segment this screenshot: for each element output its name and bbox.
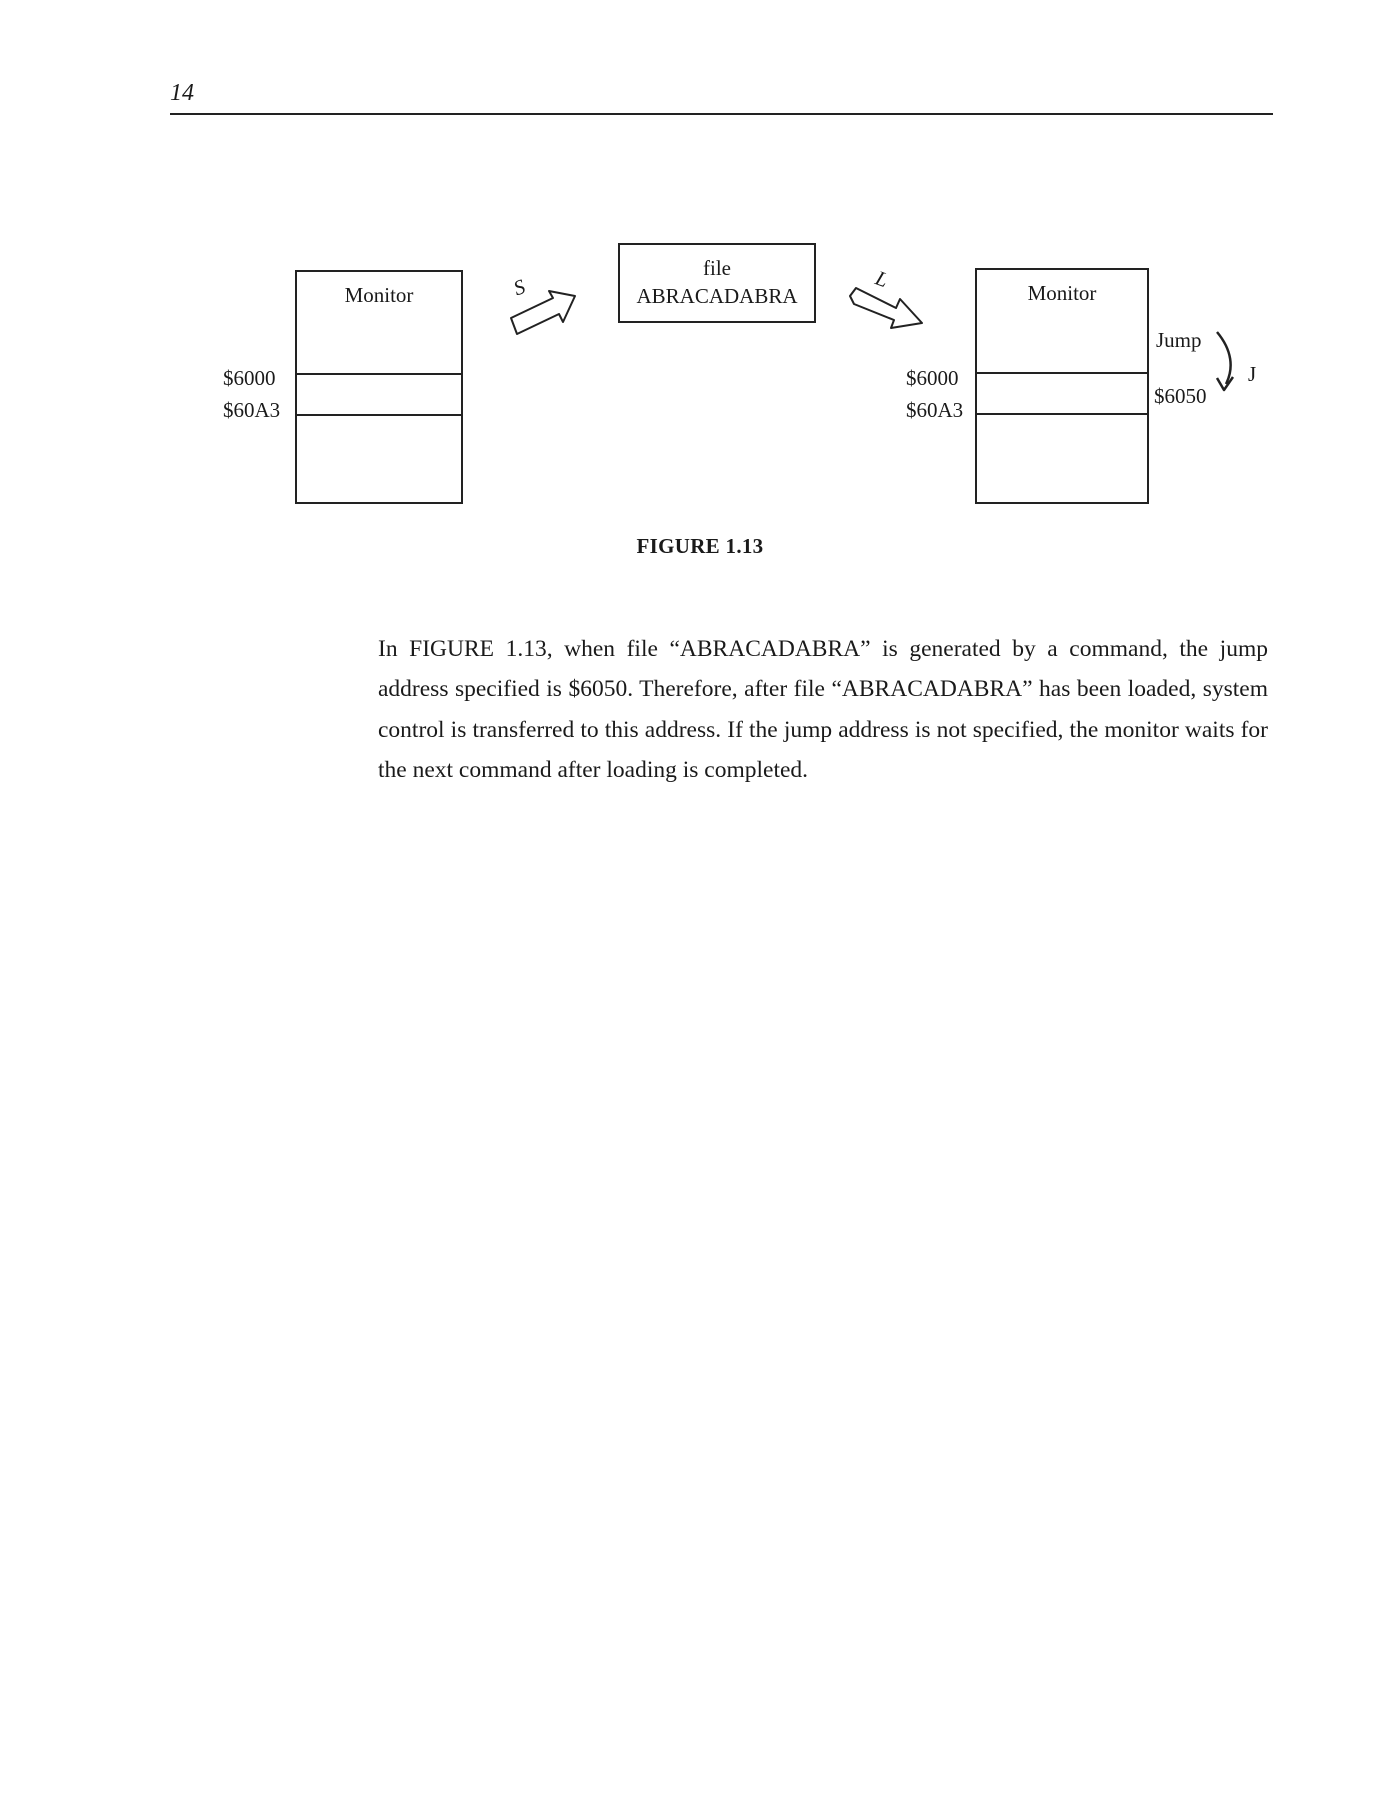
right-address-end: $60A3 xyxy=(906,398,964,422)
file-box-line2: ABRACADABRA xyxy=(636,284,798,308)
right-memory-map xyxy=(906,269,1256,503)
load-arrow-icon xyxy=(850,288,922,328)
file-box-line1: file xyxy=(703,256,731,280)
left-monitor-label: Monitor xyxy=(344,283,414,307)
body-paragraph: In FIGURE 1.13, when file “ABRACADABRA” is generated by a command, the jump address specified is $6050. Therefore, after file “ABRACADABRA” has been loaded, system control is transferred to this address. If the jump address is not specified, the monitor waits for the next command after loading is completed. xyxy=(378,635,1268,783)
file-box xyxy=(619,244,815,322)
left-address-end: $60A3 xyxy=(223,398,281,422)
right-monitor-label: Monitor xyxy=(1027,281,1097,305)
figure-caption: FIGURE 1.13 xyxy=(636,534,764,558)
save-arrow-label: S xyxy=(510,274,529,301)
jump-address: $6050 xyxy=(1154,384,1207,408)
right-address-start: $6000 xyxy=(906,366,959,390)
jump-label: Jump xyxy=(1156,328,1202,352)
page-number: 14 xyxy=(170,80,194,106)
jump-arrow-icon xyxy=(1217,332,1231,384)
load-arrow xyxy=(850,265,922,328)
left-memory-map xyxy=(223,271,462,503)
save-arrow xyxy=(510,274,575,334)
load-arrow-label: L xyxy=(872,265,892,293)
memory-load-figure xyxy=(0,0,1400,520)
jump-command-label: J xyxy=(1248,362,1257,386)
left-address-start: $6000 xyxy=(223,366,276,390)
